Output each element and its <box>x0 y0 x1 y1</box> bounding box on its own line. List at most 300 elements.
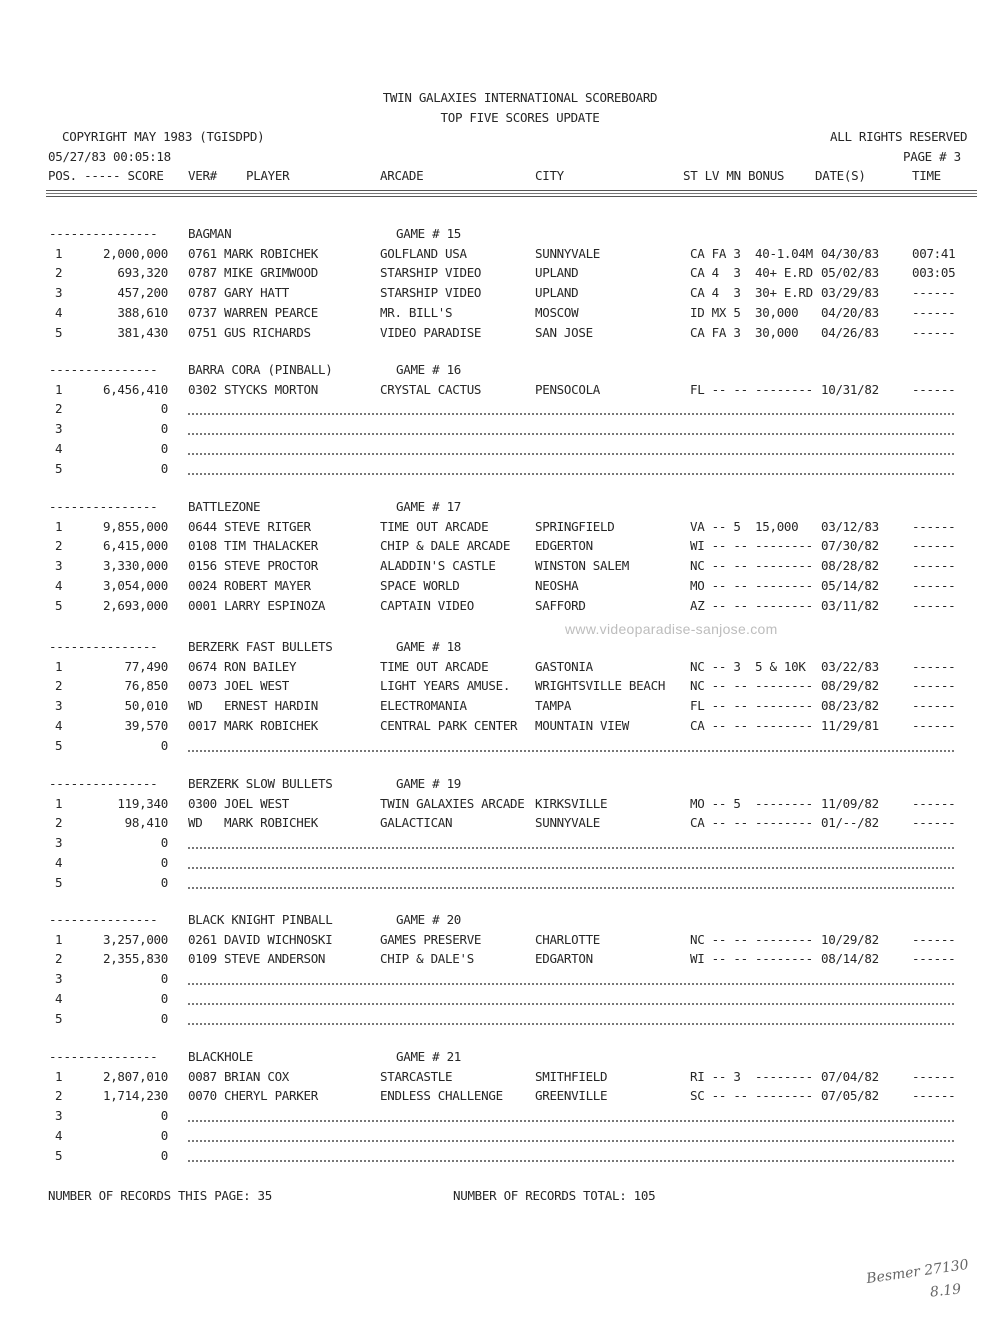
game-name: BLACK KNIGHT PINBALL <box>188 912 333 927</box>
game-name: BLACKHOLE <box>188 1049 254 1064</box>
row-player: CHERYL PARKER <box>224 1088 318 1103</box>
row-date: 04/20/83 <box>821 305 879 320</box>
row-score: 1,714,230 <box>102 1088 168 1103</box>
row-score: 0 <box>160 875 168 890</box>
row-version: 0300 <box>188 796 217 811</box>
row-score: 0 <box>160 441 168 456</box>
row-position: 4 <box>55 578 63 593</box>
empty-entry-dotted-line <box>188 971 954 985</box>
row-time: ------ <box>912 598 956 613</box>
score-row <box>0 1011 1000 1029</box>
row-version: 0017 <box>188 718 217 733</box>
row-time: ------ <box>912 519 956 534</box>
game-number: GAME # 15 <box>396 226 462 241</box>
row-score: 0 <box>160 835 168 850</box>
score-row <box>0 1088 1000 1106</box>
row-score: 3,054,000 <box>102 578 168 593</box>
row-date: 10/29/82 <box>821 932 879 947</box>
score-row <box>0 718 1000 736</box>
col-time: TIME <box>912 168 941 183</box>
row-score: 0 <box>160 855 168 870</box>
row-version: 0674 <box>188 659 217 674</box>
empty-entry-dotted-line <box>188 991 954 1005</box>
row-player: ERNEST HARDIN <box>224 698 318 713</box>
row-score: 0 <box>160 1128 168 1143</box>
row-score: 98,410 <box>124 815 168 830</box>
score-row <box>0 932 1000 950</box>
row-version: 0087 <box>188 1069 217 1084</box>
watermark: www.videoparadise-sanjose.com <box>565 621 778 637</box>
score-row <box>0 265 1000 283</box>
row-state-level-bonus: NC -- -- -------- <box>690 678 813 693</box>
row-position: 5 <box>55 598 63 613</box>
row-city: MOSCOW <box>535 305 579 320</box>
row-version: 0644 <box>188 519 217 534</box>
game-header <box>0 362 1000 380</box>
row-city: CHARLOTTE <box>535 932 601 947</box>
row-arcade: TIME OUT ARCADE <box>380 659 489 674</box>
row-position: 4 <box>55 1128 63 1143</box>
row-score: 0 <box>160 991 168 1006</box>
game-header <box>0 226 1000 244</box>
col-st-bonus: ST LV MN BONUS <box>683 168 785 183</box>
row-state-level-bonus: AZ -- -- -------- <box>690 598 813 613</box>
row-position: 3 <box>55 971 63 986</box>
row-city: SAFFORD <box>535 598 586 613</box>
row-position: 4 <box>55 718 63 733</box>
row-city: WRIGHTSVILLE BEACH <box>535 678 666 693</box>
row-arcade: ELECTROMANIA <box>380 698 467 713</box>
row-score: 0 <box>160 738 168 753</box>
row-date: 08/29/82 <box>821 678 879 693</box>
score-row <box>0 246 1000 264</box>
row-time: ------ <box>912 285 956 300</box>
score-row <box>0 1108 1000 1126</box>
game-number: GAME # 16 <box>396 362 462 377</box>
col-ver: VER# <box>188 168 217 183</box>
score-row <box>0 991 1000 1009</box>
row-player: GUS RICHARDS <box>224 325 311 340</box>
row-position: 1 <box>55 932 63 947</box>
row-version: WD <box>188 815 203 830</box>
row-player: MARK ROBICHEK <box>224 246 318 261</box>
row-time: ------ <box>912 932 956 947</box>
row-version: 0156 <box>188 558 217 573</box>
row-city: NEOSHA <box>535 578 579 593</box>
score-row <box>0 558 1000 576</box>
score-row <box>0 659 1000 677</box>
row-position: 1 <box>55 519 63 534</box>
row-position: 2 <box>55 815 63 830</box>
game-header <box>0 776 1000 794</box>
row-state-level-bonus: WI -- -- -------- <box>690 951 813 966</box>
row-version: 0073 <box>188 678 217 693</box>
row-arcade: SPACE WORLD <box>380 578 460 593</box>
row-arcade: CHIP & DALE ARCADE <box>380 538 511 553</box>
row-position: 2 <box>55 265 63 280</box>
row-time: 003:05 <box>912 265 956 280</box>
score-row <box>0 598 1000 616</box>
game-name: BAGMAN <box>188 226 232 241</box>
section-dashes: --------------- <box>49 1049 158 1064</box>
row-position: 1 <box>55 382 63 397</box>
row-arcade: TIME OUT ARCADE <box>380 519 489 534</box>
row-player: STYCKS MORTON <box>224 382 318 397</box>
row-version: 0302 <box>188 382 217 397</box>
row-arcade: GALACTICAN <box>380 815 453 830</box>
row-date: 08/23/82 <box>821 698 879 713</box>
row-time: ------ <box>912 325 956 340</box>
row-date: 11/09/82 <box>821 796 879 811</box>
row-score: 693,320 <box>117 265 168 280</box>
row-version: 0108 <box>188 538 217 553</box>
row-city: GASTONIA <box>535 659 593 674</box>
empty-entry-dotted-line <box>188 835 954 849</box>
row-position: 4 <box>55 441 63 456</box>
row-player: GARY HATT <box>224 285 290 300</box>
row-version: 0761 <box>188 246 217 261</box>
row-state-level-bonus: CA 4 3 40+ E.RD <box>690 265 813 280</box>
row-position: 5 <box>55 875 63 890</box>
row-position: 1 <box>55 659 63 674</box>
row-date: 03/11/82 <box>821 598 879 613</box>
row-player: ROBERT MAYER <box>224 578 311 593</box>
row-arcade: GAMES PRESERVE <box>380 932 482 947</box>
row-position: 3 <box>55 698 63 713</box>
row-position: 4 <box>55 855 63 870</box>
score-row <box>0 698 1000 716</box>
row-time: ------ <box>912 538 956 553</box>
row-city: GREENVILLE <box>535 1088 608 1103</box>
row-score: 9,855,000 <box>102 519 168 534</box>
row-date: 10/31/82 <box>821 382 879 397</box>
row-score: 2,693,000 <box>102 598 168 613</box>
row-player: STEVE RITGER <box>224 519 311 534</box>
row-position: 1 <box>55 1069 63 1084</box>
row-date: 08/28/82 <box>821 558 879 573</box>
row-state-level-bonus: NC -- -- -------- <box>690 558 813 573</box>
row-city: SAN JOSE <box>535 325 593 340</box>
row-score: 6,415,000 <box>102 538 168 553</box>
row-state-level-bonus: MO -- 5 -------- <box>690 796 813 811</box>
empty-entry-dotted-line <box>188 1148 954 1162</box>
row-state-level-bonus: CA FA 3 30,000 <box>690 325 799 340</box>
handwritten-note: Besmer 27130 <box>865 1256 970 1288</box>
empty-entry-dotted-line <box>188 461 954 475</box>
score-row <box>0 305 1000 323</box>
row-state-level-bonus: NC -- -- -------- <box>690 932 813 947</box>
row-score: 0 <box>160 1011 168 1026</box>
row-city: TAMPA <box>535 698 572 713</box>
row-time: ------ <box>912 951 956 966</box>
score-row <box>0 519 1000 537</box>
game-header <box>0 912 1000 930</box>
row-city: MOUNTAIN VIEW <box>535 718 629 733</box>
row-player: WARREN PEARCE <box>224 305 318 320</box>
row-city: WINSTON SALEM <box>535 558 629 573</box>
row-position: 3 <box>55 835 63 850</box>
row-time: ------ <box>912 1069 956 1084</box>
row-state-level-bonus: RI -- 3 -------- <box>690 1069 813 1084</box>
row-arcade: CENTRAL PARK CENTER <box>380 718 518 733</box>
score-row <box>0 835 1000 853</box>
row-state-level-bonus: SC -- -- -------- <box>690 1088 813 1103</box>
handwritten-date: 8.19 <box>929 1281 962 1301</box>
empty-entry-dotted-line <box>188 1128 954 1142</box>
row-state-level-bonus: CA -- -- -------- <box>690 815 813 830</box>
empty-entry-dotted-line <box>188 1108 954 1122</box>
row-city: EDGARTON <box>535 951 593 966</box>
row-position: 4 <box>55 991 63 1006</box>
row-player: LARRY ESPINOZA <box>224 598 326 613</box>
row-player: MARK ROBICHEK <box>224 718 318 733</box>
row-state-level-bonus: FL -- -- -------- <box>690 382 813 397</box>
row-position: 2 <box>55 401 63 416</box>
row-player: STEVE ANDERSON <box>224 951 326 966</box>
row-player: JOEL WEST <box>224 678 290 693</box>
score-row <box>0 1148 1000 1166</box>
col-arcade: ARCADE <box>380 168 424 183</box>
row-score: 3,330,000 <box>102 558 168 573</box>
score-row <box>0 325 1000 343</box>
row-time: ------ <box>912 558 956 573</box>
row-position: 5 <box>55 325 63 340</box>
row-position: 4 <box>55 305 63 320</box>
empty-entry-dotted-line <box>188 421 954 435</box>
copyright-line: COPYRIGHT MAY 1983 (TGISDPD) <box>62 129 265 144</box>
score-row <box>0 382 1000 400</box>
row-score: 0 <box>160 1148 168 1163</box>
score-row <box>0 951 1000 969</box>
row-arcade: CRYSTAL CACTUS <box>380 382 482 397</box>
row-score: 381,430 <box>117 325 168 340</box>
score-row <box>0 1128 1000 1146</box>
row-position: 2 <box>55 1088 63 1103</box>
row-state-level-bonus: VA -- 5 15,000 <box>690 519 799 534</box>
row-state-level-bonus: CA -- -- -------- <box>690 718 813 733</box>
row-city: SUNNYVALE <box>535 815 601 830</box>
section-dashes: --------------- <box>49 912 158 927</box>
score-row <box>0 678 1000 696</box>
col-city: CITY <box>535 168 564 183</box>
row-version: 0070 <box>188 1088 217 1103</box>
score-row <box>0 815 1000 833</box>
section-dashes: --------------- <box>49 499 158 514</box>
score-row <box>0 875 1000 893</box>
game-name: BATTLEZONE <box>188 499 261 514</box>
records-this-page: NUMBER OF RECORDS THIS PAGE: 35 <box>48 1188 272 1203</box>
game-name: BARRA CORA (PINBALL) <box>188 362 333 377</box>
row-score: 0 <box>160 971 168 986</box>
row-score: 2,000,000 <box>102 246 168 261</box>
row-state-level-bonus: CA 4 3 30+ E.RD <box>690 285 813 300</box>
row-city: SPRINGFIELD <box>535 519 615 534</box>
game-number: GAME # 17 <box>396 499 462 514</box>
row-position: 5 <box>55 738 63 753</box>
score-row <box>0 401 1000 419</box>
row-position: 2 <box>55 678 63 693</box>
row-position: 2 <box>55 538 63 553</box>
row-position: 3 <box>55 1108 63 1123</box>
score-row <box>0 441 1000 459</box>
row-date: 07/30/82 <box>821 538 879 553</box>
row-city: UPLAND <box>535 285 579 300</box>
game-name: BERZERK FAST BULLETS <box>188 639 333 654</box>
row-arcade: CHIP & DALE'S <box>380 951 474 966</box>
row-position: 3 <box>55 558 63 573</box>
col-dates: DATE(S) <box>815 168 866 183</box>
row-time: ------ <box>912 659 956 674</box>
col-pos-score: POS. ----- SCORE <box>48 168 164 183</box>
row-score: 119,340 <box>117 796 168 811</box>
score-row <box>0 738 1000 756</box>
row-position: 3 <box>55 285 63 300</box>
row-city: SMITHFIELD <box>535 1069 608 1084</box>
row-player: MIKE GRIMWOOD <box>224 265 318 280</box>
row-arcade: STARCASTLE <box>380 1069 453 1084</box>
row-arcade: TWIN GALAXIES ARCADE <box>380 796 525 811</box>
empty-entry-dotted-line <box>188 401 954 415</box>
row-time: 007:41 <box>912 246 956 261</box>
row-version: 0751 <box>188 325 217 340</box>
row-version: 0024 <box>188 578 217 593</box>
row-arcade: MR. BILL'S <box>380 305 453 320</box>
row-state-level-bonus: CA FA 3 40-1.04M <box>690 246 813 261</box>
row-score: 2,355,830 <box>102 951 168 966</box>
row-state-level-bonus: WI -- -- -------- <box>690 538 813 553</box>
game-number: GAME # 21 <box>396 1049 462 1064</box>
row-date: 03/12/83 <box>821 519 879 534</box>
row-score: 2,807,010 <box>102 1069 168 1084</box>
row-score: 457,200 <box>117 285 168 300</box>
score-row <box>0 421 1000 439</box>
row-arcade: STARSHIP VIDEO <box>380 285 482 300</box>
records-total: NUMBER OF RECORDS TOTAL: 105 <box>453 1188 656 1203</box>
empty-entry-dotted-line <box>188 1011 954 1025</box>
row-version: 0737 <box>188 305 217 320</box>
row-date: 03/22/83 <box>821 659 879 674</box>
row-score: 76,850 <box>124 678 168 693</box>
row-date: 05/14/82 <box>821 578 879 593</box>
page-number: PAGE # 3 <box>903 149 961 164</box>
score-row <box>0 461 1000 479</box>
row-time: ------ <box>912 718 956 733</box>
row-state-level-bonus: ID MX 5 30,000 <box>690 305 799 320</box>
score-row <box>0 285 1000 303</box>
row-date: 05/02/83 <box>821 265 879 280</box>
row-time: ------ <box>912 1088 956 1103</box>
row-score: 388,610 <box>117 305 168 320</box>
row-player: RON BAILEY <box>224 659 297 674</box>
score-row <box>0 855 1000 873</box>
row-city: UPLAND <box>535 265 579 280</box>
row-date: 01/--/82 <box>821 815 879 830</box>
row-arcade: ENDLESS CHALLENGE <box>380 1088 503 1103</box>
row-version: WD <box>188 698 203 713</box>
row-position: 3 <box>55 421 63 436</box>
game-header <box>0 1049 1000 1067</box>
row-city: PENSOCOLA <box>535 382 601 397</box>
score-row <box>0 578 1000 596</box>
row-state-level-bonus: MO -- -- -------- <box>690 578 813 593</box>
section-dashes: --------------- <box>49 639 158 654</box>
row-score: 50,010 <box>124 698 168 713</box>
row-player: JOEL WEST <box>224 796 290 811</box>
row-score: 0 <box>160 421 168 436</box>
row-score: 77,490 <box>124 659 168 674</box>
game-number: GAME # 20 <box>396 912 462 927</box>
row-player: BRIAN COX <box>224 1069 290 1084</box>
col-player: PLAYER <box>246 168 290 183</box>
section-dashes: --------------- <box>49 362 158 377</box>
row-score: 0 <box>160 401 168 416</box>
row-date: 03/29/83 <box>821 285 879 300</box>
section-dashes: --------------- <box>49 226 158 241</box>
row-version: 0001 <box>188 598 217 613</box>
row-time: ------ <box>912 305 956 320</box>
game-header <box>0 639 1000 657</box>
score-row <box>0 796 1000 814</box>
row-arcade: STARSHIP VIDEO <box>380 265 482 280</box>
row-score: 3,257,000 <box>102 932 168 947</box>
row-score: 0 <box>160 1108 168 1123</box>
report-title: TWIN GALAXIES INTERNATIONAL SCOREBOARD <box>382 90 658 105</box>
score-row <box>0 1069 1000 1087</box>
row-player: STEVE PROCTOR <box>224 558 318 573</box>
row-position: 1 <box>55 246 63 261</box>
row-version: 0109 <box>188 951 217 966</box>
game-number: GAME # 19 <box>396 776 462 791</box>
report-timestamp: 05/27/83 00:05:18 <box>48 149 171 164</box>
row-arcade: CAPTAIN VIDEO <box>380 598 474 613</box>
score-row <box>0 538 1000 556</box>
row-version: 0787 <box>188 285 217 300</box>
row-date: 04/30/83 <box>821 246 879 261</box>
row-version: 0787 <box>188 265 217 280</box>
row-arcade: GOLFLAND USA <box>380 246 467 261</box>
row-city: SUNNYVALE <box>535 246 601 261</box>
score-row <box>0 971 1000 989</box>
game-name: BERZERK SLOW BULLETS <box>188 776 333 791</box>
row-state-level-bonus: FL -- -- -------- <box>690 698 813 713</box>
row-position: 5 <box>55 461 63 476</box>
row-time: ------ <box>912 698 956 713</box>
empty-entry-dotted-line <box>188 441 954 455</box>
empty-entry-dotted-line <box>188 855 954 869</box>
row-position: 1 <box>55 796 63 811</box>
empty-entry-dotted-line <box>188 738 954 752</box>
row-city: EDGERTON <box>535 538 593 553</box>
game-number: GAME # 18 <box>396 639 462 654</box>
row-time: ------ <box>912 796 956 811</box>
row-player: TIM THALACKER <box>224 538 318 553</box>
row-player: MARK ROBICHEK <box>224 815 318 830</box>
row-time: ------ <box>912 382 956 397</box>
row-date: 08/14/82 <box>821 951 879 966</box>
row-position: 2 <box>55 951 63 966</box>
header-rule <box>46 190 977 197</box>
row-version: 0261 <box>188 932 217 947</box>
row-time: ------ <box>912 815 956 830</box>
report-subtitle: TOP FIVE SCORES UPDATE <box>440 110 600 125</box>
row-position: 5 <box>55 1148 63 1163</box>
game-header <box>0 499 1000 517</box>
row-arcade: LIGHT YEARS AMUSE. <box>380 678 511 693</box>
row-date: 07/05/82 <box>821 1088 879 1103</box>
section-dashes: --------------- <box>49 776 158 791</box>
row-position: 5 <box>55 1011 63 1026</box>
row-date: 07/04/82 <box>821 1069 879 1084</box>
